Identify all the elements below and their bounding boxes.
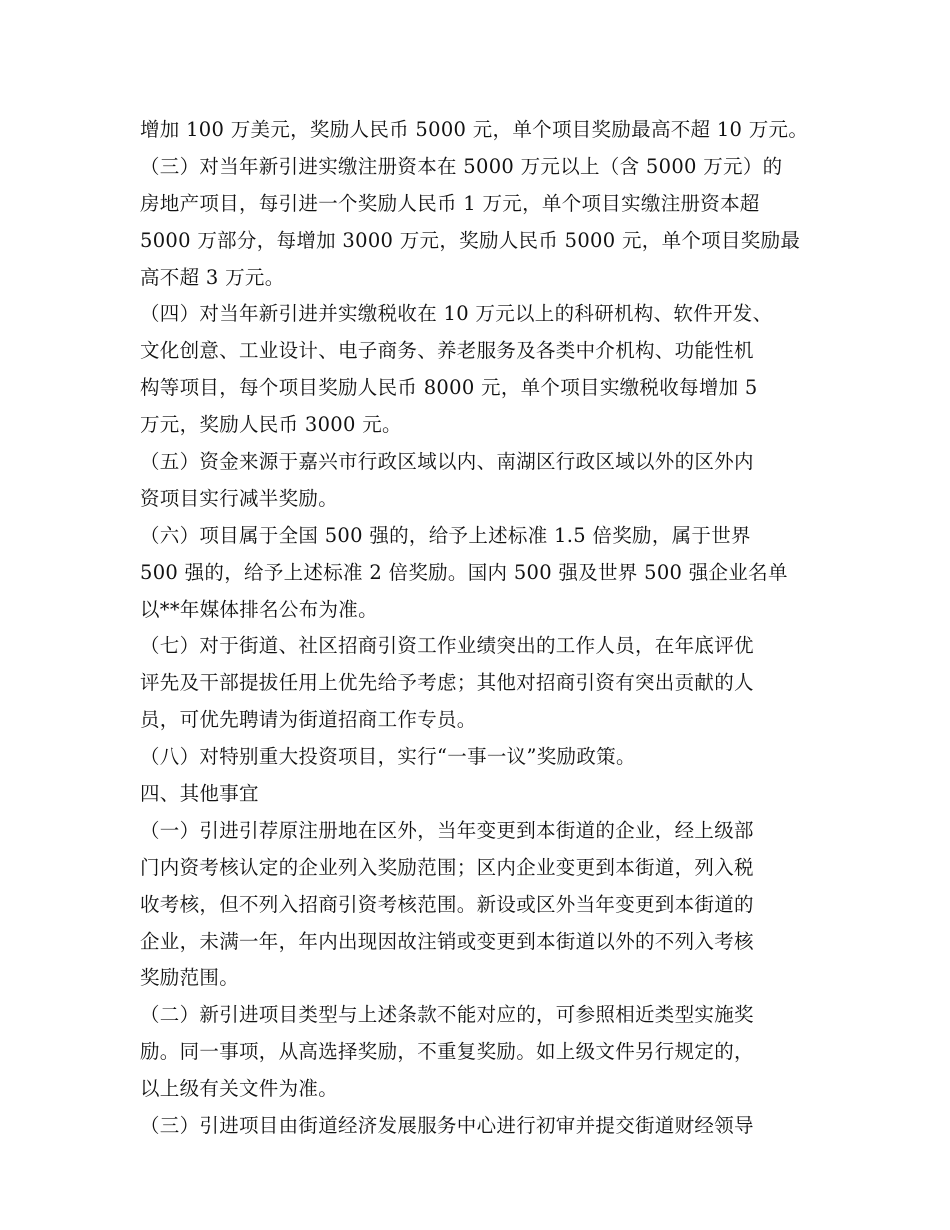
text-line: 500 强的，给予上述标准 2 倍奖励。国内 500 强及世界 500 强企业名单	[140, 560, 788, 584]
text-line: 文化创意、工业设计、电子商务、养老服务及各类中介机构、功能性机	[140, 339, 754, 363]
text-line: 构等项目，每个项目奖励人民币 8000 元，单个项目实缴税收每增加 5	[140, 376, 758, 400]
text-line: （四）对当年新引进并实缴税收在 10 万元以上的科研机构、软件开发、	[140, 302, 773, 326]
text-line: 奖励范围。	[140, 966, 240, 990]
text-line: 高不超 3 万元。	[140, 265, 285, 289]
text-line: （八）对特别重大投资项目，实行“一事一议”奖励政策。	[140, 745, 636, 769]
text-line: 评先及干部提拔任用上优先给予考虑；其他对招商引资有突出贡献的人	[140, 671, 754, 695]
text-line: 员，可优先聘请为街道招商工作专员。	[140, 708, 477, 732]
text-line: 励。同一事项，从高选择奖励，不重复奖励。如上级文件另行规定的，	[140, 1040, 754, 1064]
text-line: （三）引进项目由街道经济发展服务中心进行初审并提交街道财经领导	[140, 1114, 754, 1138]
text-line: 以**年媒体排名公布为准。	[140, 597, 378, 621]
text-line: 以上级有关文件为准。	[140, 1077, 339, 1101]
text-line: （三）对当年新引进实缴注册资本在 5000 万元以上（含 5000 万元）的	[140, 154, 783, 178]
text-line: （五）资金来源于嘉兴市行政区域以内、南湖区行政区域以外的区外内	[140, 450, 754, 474]
document-body	[140, 112, 830, 1145]
text-line: 万元，奖励人民币 3000 元。	[140, 413, 402, 437]
text-line: 收考核，但不列入招商引资考核范围。新设或区外当年变更到本街道的	[140, 892, 754, 916]
text-line: 门内资考核认定的企业列入奖励范围；区内企业变更到本街道，列入税	[140, 855, 754, 879]
text-line: （一）引进引荐原注册地在区外，当年变更到本街道的企业，经上级部	[140, 818, 754, 842]
section-heading: 四、其他事宜	[140, 782, 259, 806]
text-line: 增加 100 万美元，奖励人民币 5000 元，单个项目奖励最高不超 10 万元。	[140, 118, 809, 141]
text-line: 企业，未满一年，年内出现因故注销或变更到本街道以外的不列入考核	[140, 929, 754, 953]
text-line: 房地产项目，每引进一个奖励人民币 1 万元，单个项目实缴注册资本超	[140, 191, 760, 215]
text-line: 资项目实行减半奖励。	[140, 486, 339, 510]
text-line: （二）新引进项目类型与上述条款不能对应的，可参照相近类型实施奖	[140, 1003, 754, 1027]
text-line: 5000 万部分，每增加 3000 万元，奖励人民币 5000 元，单个项目奖励最	[140, 228, 801, 252]
text-line: （六）项目属于全国 500 强的，给予上述标准 1.5 倍奖励，属于世界	[140, 523, 751, 547]
text-line: （七）对于街道、社区招商引资工作业绩突出的工作人员，在年底评优	[140, 634, 754, 658]
